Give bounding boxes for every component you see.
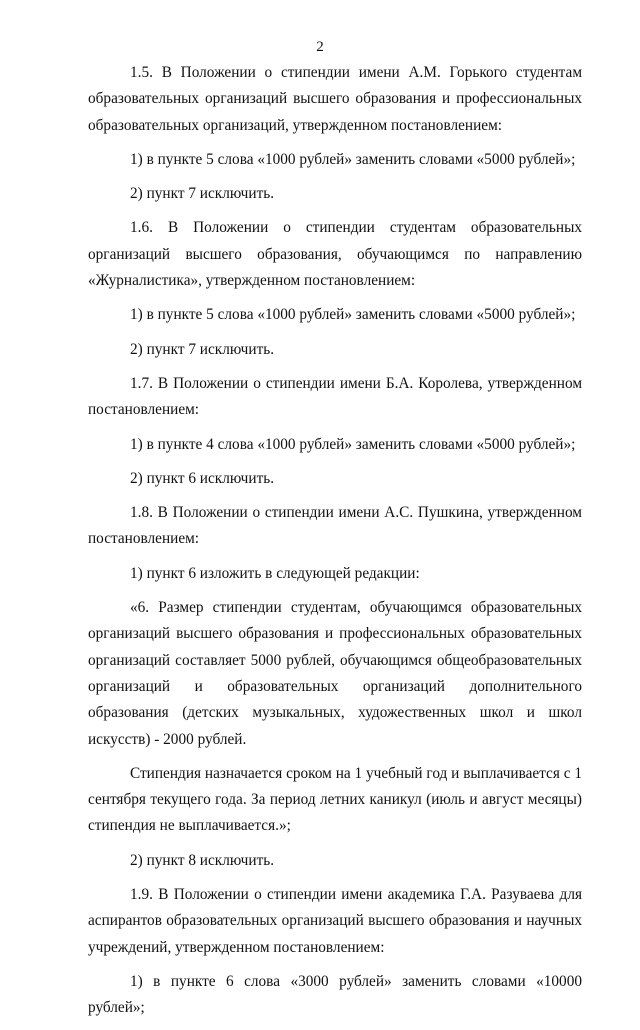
paragraph-1-8-quote-point-6: «6. Размер стипендии студентам, обучающимся образовательных организаций высшего образования и профессиональных образовательных организаций составляет 5000 рублей, обучающимся общеобразовательных организаций и образовательных организаций дополнительного образования (детских музыкальных, художественных школ и школ искусств) - 2000 рублей.: [88, 599, 582, 748]
paragraph-1-5-item-2: 2) пункт 7 исключить.: [130, 185, 275, 203]
paragraph-1-6: 1.6. В Положении о стипендии студентам образовательных организаций высшего образования, обучающимся по направлению «Журналистика», утвержденном постановлением:: [88, 219, 582, 290]
paragraph-1-5: 1.5. В Положении о стипендии имени А.М. Горького студентам образовательных организаций высшего образования и профессиональных образовательных организаций, утвержденном постановлением:: [88, 64, 582, 134]
document-body: [88, 60, 582, 1030]
paragraph-1-8-item-2: 2) пункт 8 исключить.: [130, 851, 275, 869]
paragraph-1-8-item-1: 1) пункт 6 изложить в следующей редакции:: [130, 564, 420, 582]
paragraph-1-9-item-1: 1) в пункте 6 слова «3000 рублей» заменить словами «10000 рублей»;: [88, 972, 582, 1017]
paragraph-1-8-quote-continuation: Стипендия назначается сроком на 1 учебный год и выплачивается с 1 сентября текущего года. За период летних каникул (июль и август месяцы) стипендия не выплачивается.»;: [88, 764, 582, 835]
paragraph-1-9: 1.9. В Положении о стипендии имени академика Г.А. Разуваева для аспирантов образовательных организаций высшего образования и научных учреждений, утвержденном постановлением:: [88, 886, 582, 956]
paragraph-1-6-item-2: 2) пункт 7 исключить.: [130, 340, 275, 358]
paragraph-1-7-item-2: 2) пункт 6 исключить.: [130, 469, 275, 487]
paragraph-1-7: 1.7. В Положении о стипендии имени Б.А. Королева, утвержденном постановлением:: [88, 374, 582, 419]
paragraph-1-7-item-1: 1) в пункте 4 слова «1000 рублей» заменить словами «5000 рублей»;: [130, 435, 576, 453]
page-number: 2: [316, 39, 324, 55]
paragraph-1-6-item-1: 1) в пункте 5 слова «1000 рублей» заменить словами «5000 рублей»;: [130, 306, 576, 324]
paragraph-1-5-item-1: 1) в пункте 5 слова «1000 рублей» заменить словами «5000 рублей»;: [130, 150, 576, 168]
paragraph-1-8: 1.8. В Положении о стипендии имени А.С. Пушкина, утвержденном постановлением:: [88, 504, 582, 548]
